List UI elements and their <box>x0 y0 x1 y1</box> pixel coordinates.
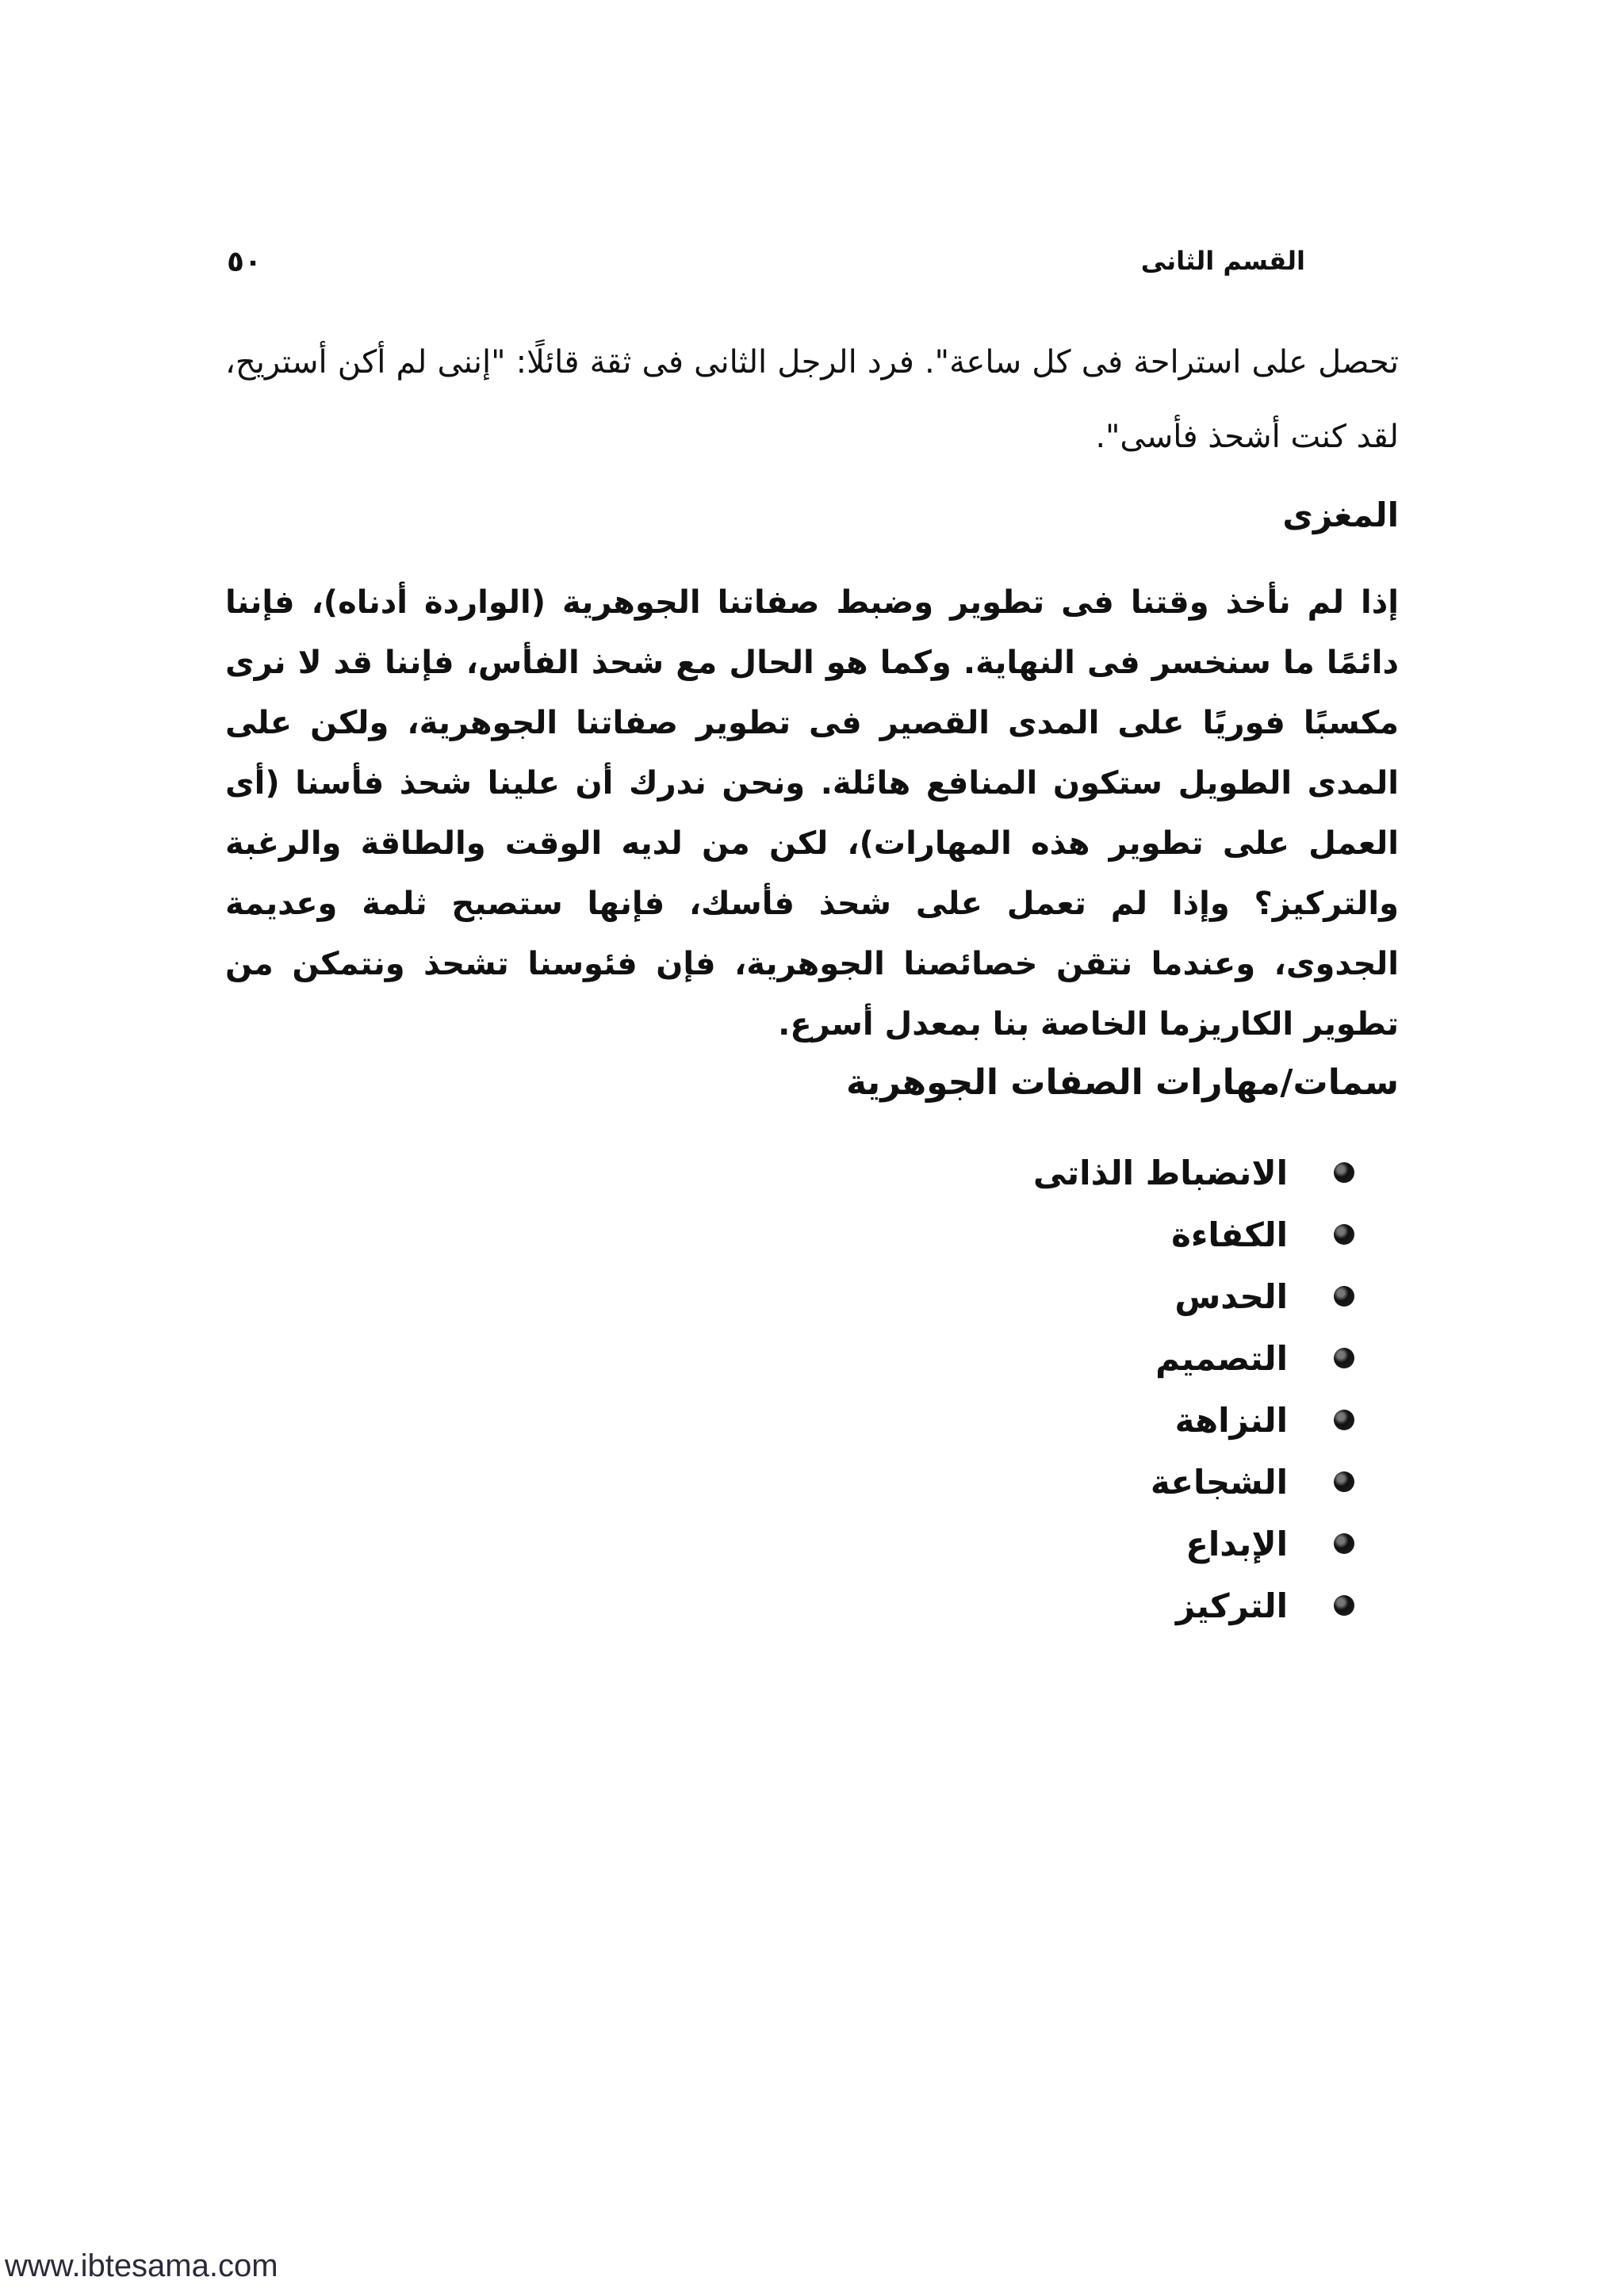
moral-heading: المغزى <box>1282 496 1399 534</box>
bullet-icon <box>1334 1471 1354 1492</box>
trait-label: التصميم <box>1155 1338 1288 1378</box>
trait-label: الكفاءة <box>1171 1215 1288 1254</box>
trait-label: الانضباط الذاتى <box>1032 1153 1288 1192</box>
trait-label: الشجاعة <box>1150 1462 1288 1502</box>
footer-url[interactable]: www.ibtesama.com <box>5 2248 278 2283</box>
list-item <box>799 1142 1354 1203</box>
trait-label: الإبداع <box>1185 1524 1288 1563</box>
page-number: ٥٠ <box>227 246 262 278</box>
bullet-icon <box>1334 1533 1354 1554</box>
bullet-icon <box>1334 1348 1354 1368</box>
list-item <box>799 1203 1354 1265</box>
continuation-paragraph: تحصل على استراحة فى كل ساعة". فرد الرجل الثانى فى ثقة قائلًا: "إننى لم أكن أستريح، لقد كنت أشحذ فأسى". <box>225 344 1399 455</box>
list-item <box>799 1327 1354 1389</box>
trait-label: التركيز <box>1175 1586 1288 1625</box>
bullet-icon <box>1334 1286 1354 1307</box>
moral-paragraph: إذا لم نأخذ وقتنا فى تطوير وضبط صفاتنا الجوهرية (الواردة أدناه)، فإننا دائمًا ما سنخسر فى النهاية. وكما هو الحال مع شحذ الفأس، فإننا قد لا نرى مكسبًا فوريًا على المدى القصير فى تطوير صفاتنا الجوهرية، ولكن على المدى الطويل ستكون المنافع هائلة. ونحن ندرك أن علينا شحذ فأسنا (أى العمل على تطوير هذه المهارات)، لكن من لديه الوقت والطاقة والرغبة والتركيز؟ وإذا لم تعمل على شحذ فأسك، فإنها ستصبح ثلمة وعديمة الجدوى، وعندما نتقن خصائصنا الجوهرية، فإن فئوسنا تشحذ ونتمكن من تطوير الكاريزما الخاصة بنا بمعدل أسرع. <box>225 584 1399 1043</box>
bullet-icon <box>1334 1410 1354 1430</box>
traits-list <box>799 1142 1354 1636</box>
list-item <box>799 1389 1354 1451</box>
trait-label: الحدس <box>1174 1276 1288 1316</box>
list-item <box>799 1513 1354 1575</box>
trait-label: النزاهة <box>1174 1400 1288 1440</box>
list-item <box>799 1451 1354 1513</box>
list-item <box>799 1265 1354 1327</box>
list-item <box>799 1575 1354 1636</box>
traits-heading: سمات/مهارات الصفات الجوهرية <box>846 1062 1399 1103</box>
bullet-icon <box>1334 1224 1354 1245</box>
bullet-icon <box>1334 1595 1354 1616</box>
bullet-icon <box>1334 1162 1354 1183</box>
section-title: القسم الثانى <box>1140 246 1305 276</box>
page-header <box>227 246 1392 285</box>
